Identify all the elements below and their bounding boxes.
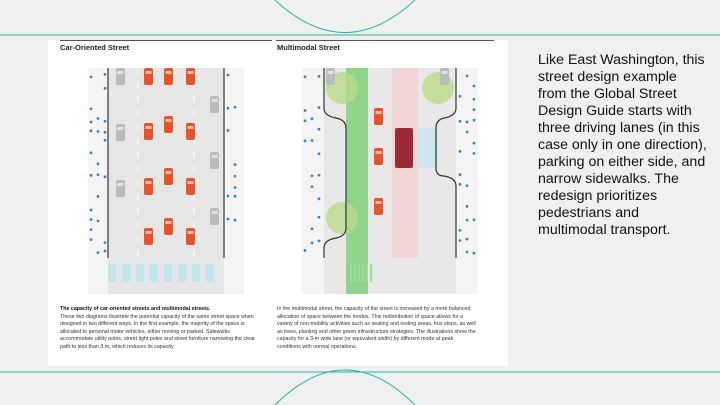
car-icon — [326, 68, 335, 85]
pedestrian-icon — [466, 238, 469, 241]
crosswalk-stripe — [164, 264, 172, 282]
crosswalk-stripe — [122, 264, 130, 282]
crosswalk-stripe — [206, 264, 214, 282]
car-window — [376, 111, 382, 114]
car-window — [166, 221, 172, 224]
pedestrian-icon — [318, 152, 321, 155]
car-window — [442, 71, 448, 74]
car-window — [146, 231, 152, 234]
car-icon — [116, 180, 125, 197]
multimodal-title: Multimodal Street — [277, 43, 340, 52]
tree-icon — [422, 72, 454, 104]
pedestrian-icon — [466, 251, 469, 254]
car-window — [146, 126, 152, 129]
car-window — [146, 71, 152, 74]
pedestrian-icon — [104, 73, 107, 76]
pedestrian-icon — [311, 227, 314, 230]
pedestrian-icon — [318, 75, 321, 78]
left-caption: The capacity of car-oriented streets and multimodal streets. These two diagrams illustrate the potential capacity of the same street space when designed in two different ways. In the first example, the majority of the space is allocated to personal motor vehicles, either moving or parked. Sidewalks accommodate utility poles, street light poles and street furniture narrowing the clear path to less than 3 m, which reduces its capacity. — [60, 306, 255, 350]
pedestrian-icon — [227, 129, 230, 132]
pedestrian-icon — [459, 183, 462, 186]
car-window — [188, 71, 194, 74]
pedestrian-icon — [90, 174, 93, 177]
pedestrian-icon — [459, 95, 462, 98]
pedestrian-icon — [459, 120, 462, 123]
multimodal-street-diagram — [302, 68, 478, 294]
pedestrian-icon — [97, 195, 100, 198]
pedestrian-icon — [304, 249, 307, 252]
pedestrian-icon — [318, 216, 321, 219]
pedestrian-icon — [104, 241, 107, 244]
pedestrian-icon — [318, 197, 321, 200]
car-icon — [186, 68, 195, 85]
pedestrian-icon — [304, 75, 307, 78]
pedestrian-icon — [304, 109, 307, 112]
car-window — [118, 127, 124, 130]
pedestrian-icon — [466, 120, 469, 123]
pedestrian-icon — [473, 218, 476, 221]
pedestrian-icon — [311, 242, 314, 245]
pedestrian-icon — [104, 249, 107, 252]
pedestrian-icon — [234, 186, 237, 189]
car-icon — [374, 198, 383, 215]
car-window — [376, 151, 382, 154]
pedestrian-icon — [318, 106, 321, 109]
pedestrian-icon — [90, 238, 93, 241]
car-icon — [144, 228, 153, 245]
pedestrian-icon — [473, 108, 476, 111]
car-icon — [164, 218, 173, 235]
pedestrian-icon — [473, 252, 476, 255]
pedestrian-icon — [466, 131, 469, 134]
street-design-figure — [48, 40, 508, 366]
car-window — [166, 171, 172, 174]
pedestrian-icon — [97, 162, 100, 165]
car-icon — [164, 116, 173, 133]
pedestrian-icon — [466, 74, 469, 77]
bus-stop — [418, 128, 438, 168]
pedestrian-icon — [234, 219, 237, 222]
pedestrian-icon — [473, 152, 476, 155]
car-icon — [116, 68, 125, 85]
pedestrian-icon — [473, 142, 476, 145]
car-icon — [186, 228, 195, 245]
car-icon — [164, 68, 173, 85]
car-window — [188, 231, 194, 234]
crosswalk-stripe — [136, 264, 144, 282]
pedestrian-icon — [304, 140, 307, 143]
car-icon — [210, 96, 219, 113]
pedestrian-icon — [234, 163, 237, 166]
car-icon — [144, 178, 153, 195]
pedestrian-icon — [318, 174, 321, 177]
car-window — [328, 71, 334, 74]
pedestrian-icon — [90, 107, 93, 110]
car-icon — [374, 108, 383, 125]
crosswalk-stripe — [192, 264, 200, 282]
pedestrian-icon — [304, 119, 307, 122]
pedestrian-icon — [104, 131, 107, 134]
car-window — [188, 181, 194, 184]
crosswalk-stripe — [358, 264, 360, 282]
pedestrian-icon — [459, 173, 462, 176]
pedestrian-icon — [311, 117, 314, 120]
pedestrian-icon — [97, 130, 100, 133]
pedestrian-icon — [227, 74, 230, 77]
pedestrian-icon — [459, 239, 462, 242]
pedestrian-icon — [318, 239, 321, 242]
car-icon — [144, 123, 153, 140]
car-icon — [144, 68, 153, 85]
pedestrian-icon — [104, 87, 107, 90]
car-icon — [164, 168, 173, 185]
pedestrian-icon — [466, 205, 469, 208]
bus-icon — [395, 128, 413, 168]
pedestrian-icon — [90, 129, 93, 132]
car-window — [376, 201, 382, 204]
slide-body-text: Like East Washington, this street design example from the Global Street Design Guide starts with three driving lanes (in this case only in one direction), parking on either side, and narrow sidewalks. The redesign prioritizes pedestrians and multimodal transport. — [538, 52, 707, 238]
pedestrian-icon — [90, 228, 93, 231]
right-caption: In the multimodal street, the capacity of the street is increased by a more balanced allocation of space between the modes. This redistribution of space allows for a variety of non-mobility activities such as seating and resting areas, bus stops, as well as trees, planting and other green infrastructure strategies. The illustrations show the capacity for a 3-m wide lane (or equivalent width) by different mode at peak conditions with normal operations. — [277, 306, 476, 350]
car-window — [212, 211, 218, 214]
pedestrian-icon — [473, 119, 476, 122]
pedestrian-icon — [90, 75, 93, 78]
car-window — [118, 71, 124, 74]
pedestrian-icon — [90, 208, 93, 211]
car-icon — [210, 152, 219, 169]
pedestrian-icon — [227, 218, 230, 221]
pedestrian-icon — [311, 185, 314, 188]
crosswalk-stripe — [150, 264, 158, 282]
car-window — [212, 155, 218, 158]
tree-icon — [326, 202, 358, 234]
crosswalk-stripe — [350, 264, 352, 282]
pedestrian-icon — [104, 120, 107, 123]
car-oriented-title: Car-Oriented Street — [60, 43, 130, 52]
pedestrian-icon — [459, 229, 462, 232]
car-icon — [186, 178, 195, 195]
pedestrian-icon — [466, 184, 469, 187]
crosswalk-stripe — [354, 264, 356, 282]
pedestrian-icon — [234, 106, 237, 109]
pedestrian-icon — [97, 251, 100, 254]
pedestrian-icon — [97, 117, 100, 120]
pedestrian-icon — [466, 219, 469, 222]
pedestrian-icon — [459, 150, 462, 153]
crosswalk-stripe — [366, 264, 368, 282]
car-window — [212, 99, 218, 102]
pedestrian-icon — [234, 175, 237, 178]
car-window — [166, 119, 172, 122]
pedestrian-icon — [97, 219, 100, 222]
car-icon — [440, 68, 449, 85]
pedestrian-icon — [473, 98, 476, 101]
car-window — [146, 181, 152, 184]
car-icon — [186, 123, 195, 140]
pedestrian-icon — [473, 85, 476, 88]
pedestrian-icon — [97, 173, 100, 176]
crosswalk-stripe — [108, 264, 116, 282]
pedestrian-icon — [227, 195, 230, 198]
car-window — [188, 126, 194, 129]
pedestrian-icon — [104, 139, 107, 142]
crosswalk-stripe — [178, 264, 186, 282]
car-icon — [116, 124, 125, 141]
car-oriented-street-diagram — [88, 68, 244, 294]
pedestrian-icon — [311, 174, 314, 177]
car-icon — [210, 208, 219, 225]
car-window — [118, 183, 124, 186]
pedestrian-icon — [90, 218, 93, 221]
car-icon — [374, 148, 383, 165]
pedestrian-icon — [104, 175, 107, 178]
car-window — [166, 71, 172, 74]
pedestrian-icon — [227, 107, 230, 110]
crosswalk-stripe — [362, 264, 364, 282]
pedestrian-icon — [90, 120, 93, 123]
pedestrian-icon — [311, 139, 314, 142]
pedestrian-icon — [234, 195, 237, 198]
pedestrian-icon — [90, 151, 93, 154]
crosswalk-stripe — [370, 264, 372, 282]
pedestrian-icon — [318, 128, 321, 131]
